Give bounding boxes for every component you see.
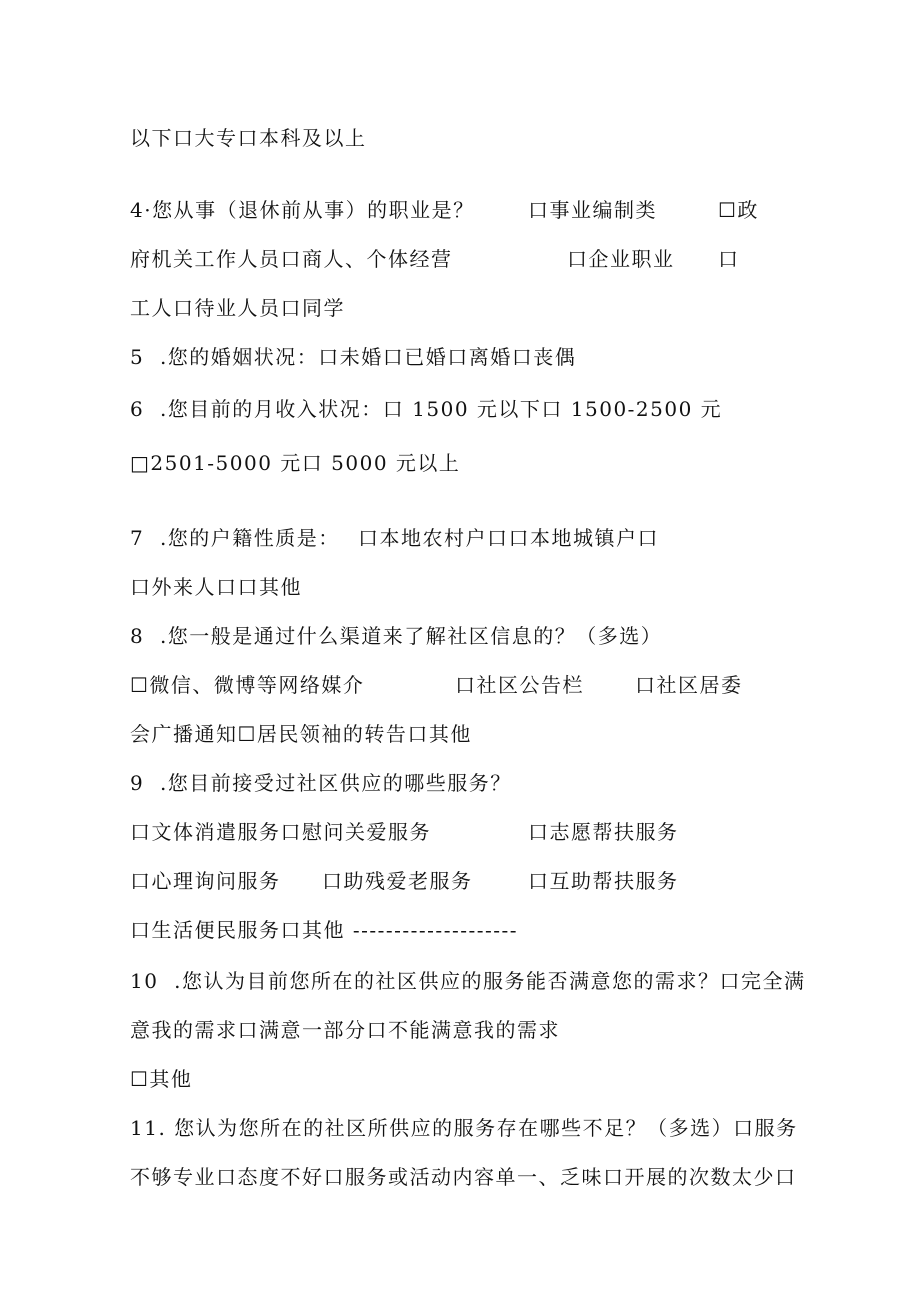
question-8: 8 .您一般是通过什么渠道来了解社区信息的？（多选） [130,624,663,648]
q9-option-mutual-aid: 口互助帮扶服务 [528,869,679,893]
q6-options-line-2: □2501-5000 元口 5000 元以上 [130,451,461,475]
q8-options-line-2: 会广播通知☐居民领袖的转告口其他 [130,722,472,746]
q7-options-line-1: 口本地农村户口口本地城镇户口 [358,526,659,550]
q10-option-other: ☐其他 [130,1067,193,1091]
question-7-text: 7 .您的户籍性质是： [130,526,340,550]
question-9: 9 .您目前接受过社区供应的哪些服务？ [130,771,512,795]
q11-options-line-2: 不够专业口态度不好口服务或活动内容单一、乏味口开展的次数太少口 [130,1165,797,1189]
question-4-text: 4·您从事（退休前从事）的职业是？ [130,198,475,222]
q10-options-line-2: 意我的需求口满意一部分口不能满意我的需求 [130,1018,560,1042]
question-6: 6 .您目前的月收入状况：口 1500 元以下口 1500-2500 元 [130,397,723,421]
q4-option-government-start: ☐政 [718,198,759,222]
education-options-continued: 以下口大专口本科及以上 [130,126,367,150]
q9-option-volunteer: 口志愿帮扶服务 [528,820,679,844]
q9-options-line-1: 口文体消遣服务口慰问关爱服务 [130,820,431,844]
q8-option-online-media: ☐微信、微博等网络媒介 [130,673,365,697]
question-11: 11. 您认为您所在的社区所供应的服务存在哪些不足？（多选）口服务 [130,1116,798,1140]
q9-option-disabled-elderly: 口助残爱老服务 [322,869,473,893]
q8-option-bulletin-board: 口社区公告栏 [455,673,584,697]
q4-options-line-2: 府机关工作人员口商人、个体经营 [130,247,453,271]
q4-option-enterprise: 口企业职业 [567,247,675,271]
q9-options-line-3: 口生活便民服务口其他 -------------------- [130,918,519,942]
q9-option-counseling: 口心理询问服务 [130,869,281,893]
question-10: 10 .您认为目前您所在的社区供应的服务能否满意您的需求？口完全满 [130,969,806,993]
q4-option-worker-box: 口 [718,247,740,271]
q8-option-committee-start: 口社区居委 [635,673,743,697]
question-5: 5 .您的婚姻状况：口未婚口已婚口离婚口丧偶 [130,345,577,369]
q4-options-line-3: 工人口待业人员口同学 [130,296,345,320]
q7-options-line-2: 口外来人口口其他 [130,575,302,599]
q4-option-institution: 口事业编制类 [528,198,657,222]
